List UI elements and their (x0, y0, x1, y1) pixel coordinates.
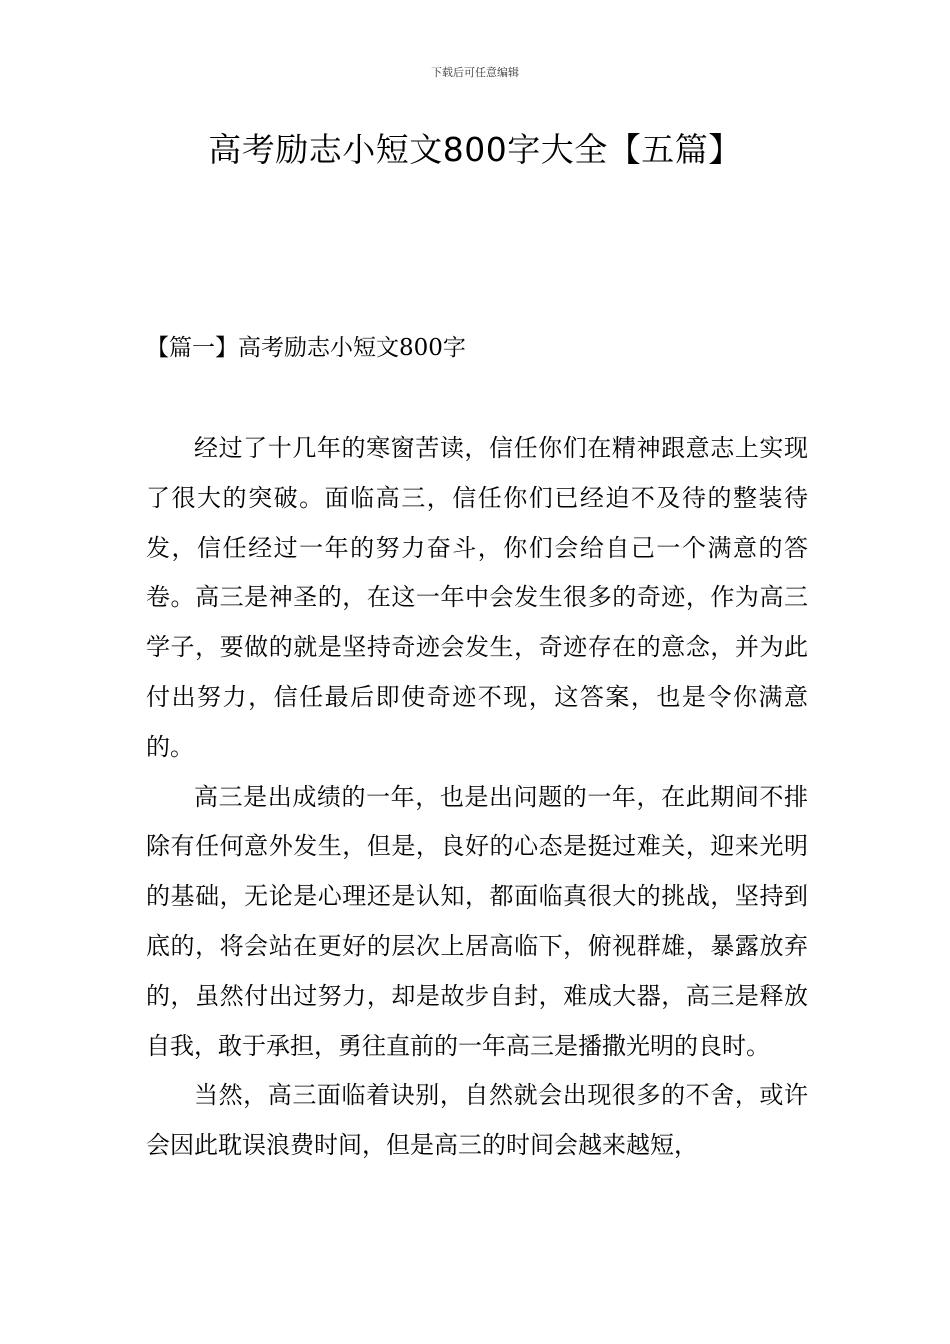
section-heading: 【篇一】高考励志小短文800字 (146, 335, 466, 361)
document-title: 高考励志小短文800字大全【五篇】 (208, 130, 742, 169)
paragraph-3: 当然，高三面临着诀别，自然就会出现很多的不舍，或许会因此耽误浪费时间，但是高三的时间会越来越短， (146, 1081, 808, 1160)
body-text (146, 424, 808, 1171)
paragraph-1: 经过了十几年的寒窗苦读，信任你们在精神跟意志上实现了很大的突破。面临高三，信任你们已经迫不及待的整装待发，信任经过一年的努力奋斗，你们会给自己一个满意的答卷。高三是神圣的，在这一年中会发生很多的奇迹，作为高三学子，要做的就是坚持奇迹会发生，奇迹存在的意念，并为此付出努力，信任最后即使奇迹不现，这答案，也是令你满意的。 (146, 434, 808, 761)
header-note: 下载后可任意编辑 (431, 66, 519, 79)
paragraph-2: 高三是出成绩的一年，也是出问题的一年，在此期间不排除有任何意外发生，但是，良好的心态是挺过难关，迎来光明的基础，无论是心理还是认知，都面临真很大的挑战，坚持到底的，将会站在更好的层次上居高临下，俯视群雄，暴露放弃的，虽然付出过努力，却是故步自封，难成大器，高三是释放自我，敢于承担，勇往直前的一年高三是播撒光明的良时。 (146, 782, 808, 1060)
